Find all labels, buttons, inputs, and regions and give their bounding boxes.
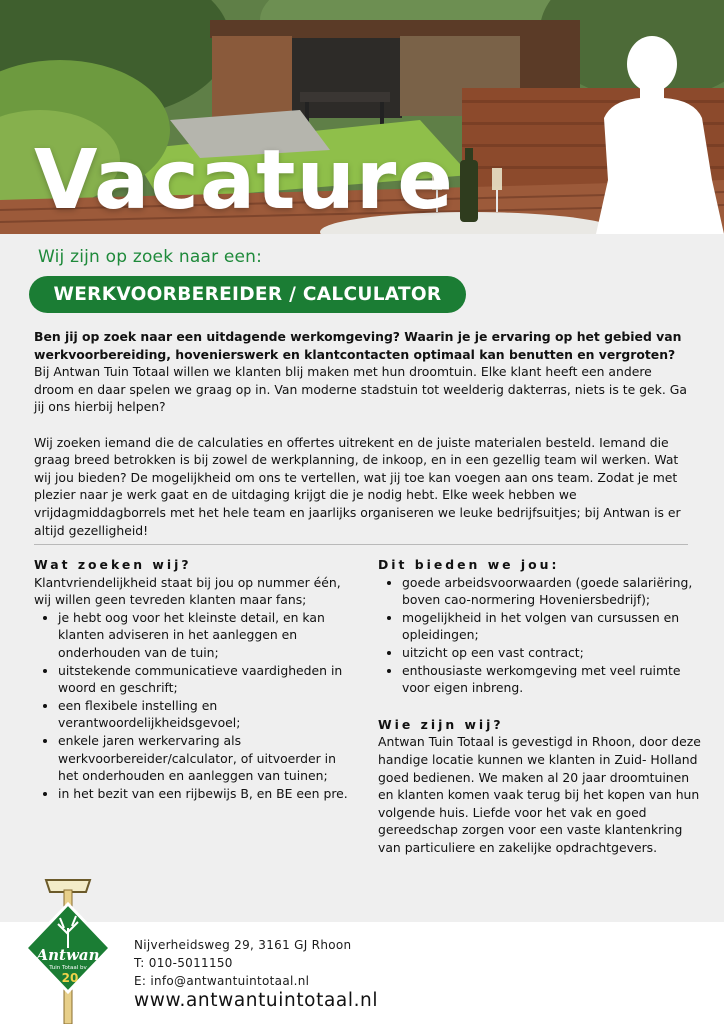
list-item: • je hebt oog voor het kleinste detail, en kan klanten adviseren in het aanleggen en onderhouden van de tuin; xyxy=(58,609,354,662)
hero-title: Vacature xyxy=(34,133,454,228)
svg-text:Antwan: Antwan xyxy=(36,946,100,964)
job-title-badge: WERKVOORBEREIDER / CALCULATOR xyxy=(29,276,466,313)
list-item: • uitstekende communicatieve vaardigheden in woord en geschrift; xyxy=(58,662,354,697)
hero-banner xyxy=(0,0,724,234)
about-text: Antwan Tuin Totaal is gevestigd in Rhoon, door deze handige locatie kunnen we klanten in Zuid- Holland goed bedienen. We maken al 20 jaar droomtuinen en klanten komen vaak terug bij het kopen van hun volgende huis. Liefde voor het vak en goed gereedschap zorgen voor een vaste klantenkring van particuliere en zakelijke opdrachtgevers. xyxy=(378,734,701,855)
intro-text xyxy=(34,328,694,539)
about-heading: Wie zijn wij? xyxy=(378,716,504,732)
svg-text:Tuin Totaal bv: Tuin Totaal bv xyxy=(49,965,87,971)
website-link[interactable]: www.antwantuintotaal.nl xyxy=(134,990,379,1011)
offer-column xyxy=(378,556,704,857)
intro-lead: Ben jij op zoek naar een uitdagende werkomgeving? Waarin je je ervaring op het gebied van werkvoorbereiding, hovenierswerk en klantcontacten optimaal kan benutten en vergroten? xyxy=(34,329,682,362)
contact-info xyxy=(134,936,351,990)
antwan-logo xyxy=(24,876,120,1024)
list-item: • uitzicht op een vast contract; xyxy=(402,644,704,662)
subtitle: Wij zijn op zoek naar een: xyxy=(38,247,263,267)
list-item: • enthousiaste werkomgeving met veel ruimte voor eigen inbreng. xyxy=(402,662,704,697)
address: Nijverheidsweg 29, 3161 GJ Rhoon xyxy=(134,938,352,952)
requirements-heading: Wat zoeken wij? xyxy=(34,557,192,572)
email[interactable]: E: info@antwantuintotaal.nl xyxy=(134,974,310,988)
list-item: • een flexibele instelling en verantwoordelijkheidsgevoel; xyxy=(58,697,354,732)
phone[interactable]: T: 010-5011150 xyxy=(134,956,233,970)
list-item: • mogelijkheid in het volgen van cursussen en opleidingen; xyxy=(402,609,704,644)
intro-paragraph-1: Bij Antwan Tuin Totaal willen we klanten blij maken met hun droomtuin. Elke klant heeft een andere droom en daar spelen we graag op in. Van moderne stadstuin tot weelderig dakterras, niets is te gek. Ga jij ons hierbij helpen? xyxy=(34,364,687,415)
svg-text:20: 20 xyxy=(61,971,79,985)
offer-heading: Dit bieden we jou: xyxy=(378,557,560,572)
intro-paragraph-2: Wij zoeken iemand die de calculaties en offertes uitrekent en de juiste materialen besteld. Iemand die graag breed betrokken is bij zowel de werkplanning, de inkoop, en in een gezellig team wil werken. Wat wij jou bieden? De mogelijkheid om ons te vertellen, wat jij toe kan voegen aan ons team. Zodat je met plezier naar je werk gaat en de uitdaging krijgt die je nodig hebt. Elke week hebben we vrijdagmiddagborrels met het hele team en jaarlijks organiseren we leuke bedrijfsuitjes; bij Antwan is er altijd gezelligheid! xyxy=(34,434,681,538)
list-item: • enkele jaren werkervaring als werkvoorbereider/calculator, of uitvoerder in het onderhouden en aanleggen van tuinen; xyxy=(58,732,354,785)
requirements-list xyxy=(34,609,354,803)
list-item: • goede arbeidsvoorwaarden (goede salariëring, boven cao-normering Hoveniersbedrijf); xyxy=(402,574,704,609)
offer-list xyxy=(378,574,704,697)
section-divider xyxy=(34,544,688,545)
requirements-column xyxy=(34,556,354,802)
list-item: • in het bezit van een rijbewijs B, en BE een pre. xyxy=(58,785,354,803)
requirements-intro: Klantvriendelijkheid staat bij jou op nummer één, wij willen geen tevreden klanten maar fans; xyxy=(34,574,341,608)
